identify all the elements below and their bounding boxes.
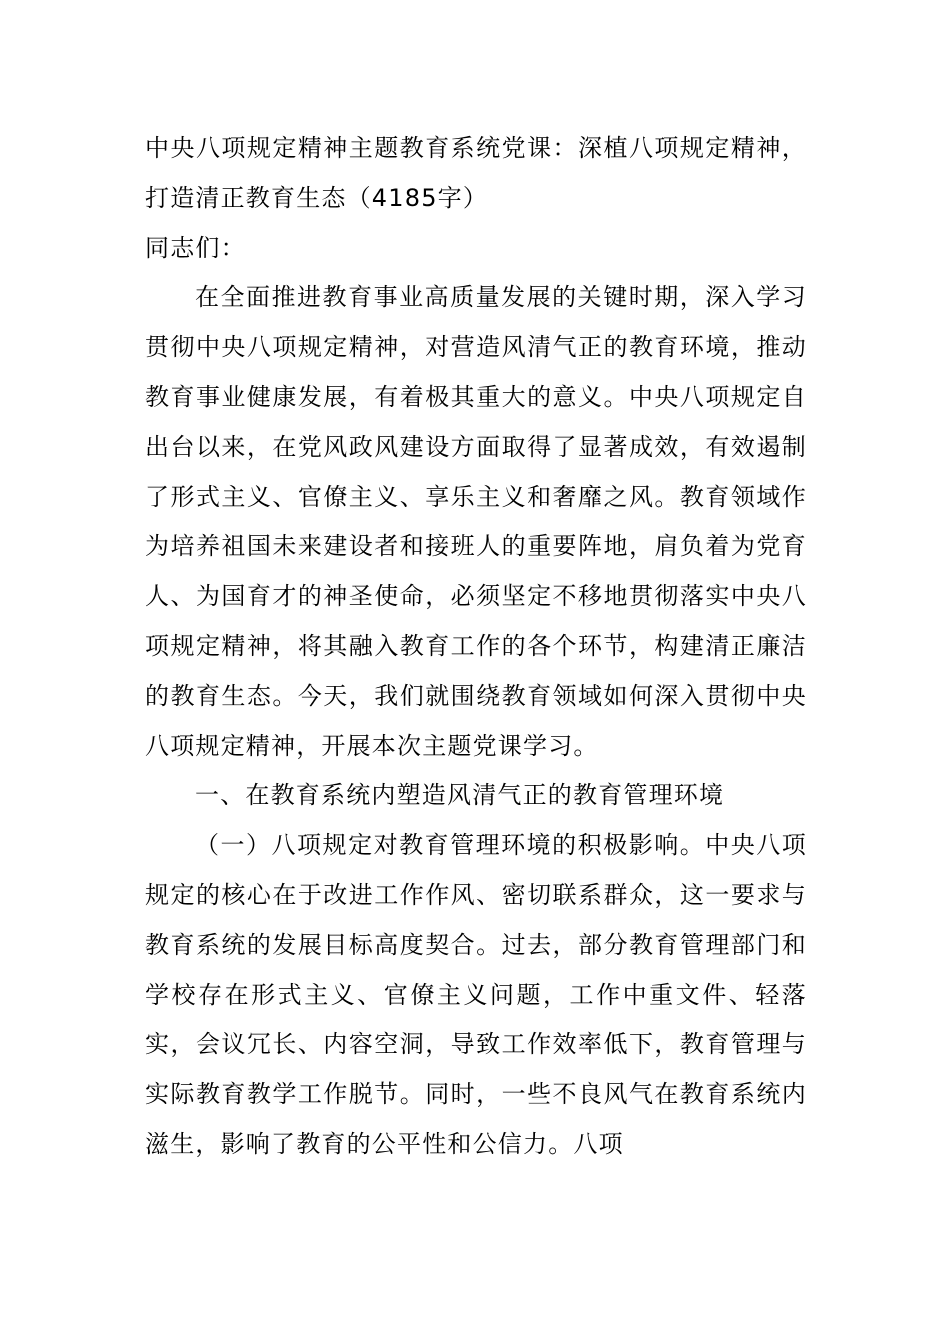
subsection-paragraph: （一）八项规定对教育管理环境的积极影响。中央八项规定的核心在于改进工作作风、密切联系群众，这一要求与教育系统的发展目标高度契合。过去，部分教育管理部门和学校存在形式主义、官僚主义问题，工作中重文件、轻落实，会议冗长、内容空洞，导致工作效率低下，教育管理与实际教育教学工作脱节。同时，一些不良风气在教育系统内滋生，影响了教育的公平性和公信力。八项 (145, 831, 807, 1158)
document-title: 中央八项规定精神主题教育系统党课：深植八项规定精神，打造清正教育生态（4185字） (145, 134, 807, 212)
document-body (145, 124, 807, 1170)
salutation: 同志们： (145, 233, 246, 262)
intro-paragraph: 在全面推进教育事业高质量发展的关键时期，深入学习贯彻中央八项规定精神，对营造风清气正的教育环境，推动教育事业健康发展，有着极其重大的意义。中央八项规定自出台以来，在党风政风建设方面取得了显著成效，有效遏制了形式主义、官僚主义、享乐主义和奢靡之风。教育领域作为培养祖国未来建设者和接班人的重要阵地，肩负着为党育人、为国育才的神圣使命，必须坚定不移地贯彻落实中央八项规定精神，将其融入教育工作的各个环节，构建清正廉洁的教育生态。今天，我们就围绕教育领域如何深入贯彻中央八项规定精神，开展本次主题党课学习。 (145, 283, 807, 760)
section-heading: 一、在教育系统内塑造风清气正的教育管理环境 (195, 781, 725, 810)
